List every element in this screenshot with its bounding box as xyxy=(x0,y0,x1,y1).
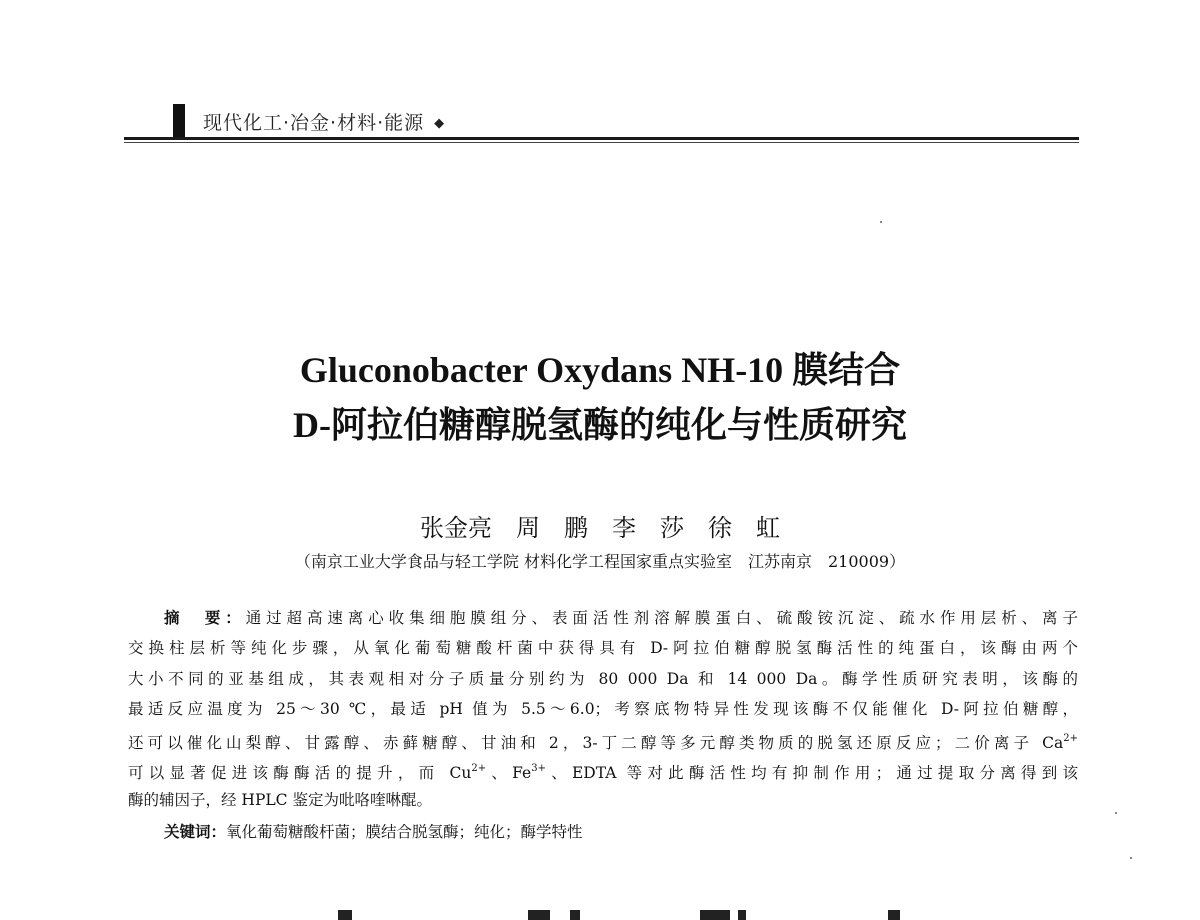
paper-title-line-2: D-阿拉伯糖醇脱氢酶的纯化与性质研究 xyxy=(293,405,907,445)
section-title: 现代化工·冶金·材料·能源 xyxy=(203,112,425,134)
abstract xyxy=(128,603,1078,815)
text-fragment xyxy=(528,910,550,920)
author-list: 张金亮 周 鹏 李 莎 徐 虹 xyxy=(420,514,780,542)
text-fragment xyxy=(738,910,746,920)
keywords xyxy=(164,820,583,842)
header-bar xyxy=(173,104,185,140)
abstract-line: 交换柱层析等纯化步骤，从氧化葡萄糖酸杆菌中获得具有 D-阿拉伯糖醇脱氢酶活性的纯蛋白，该酶由两个 xyxy=(128,639,1078,658)
header-rule-thin xyxy=(124,142,1079,143)
abstract-line: 摘 要：通过超高速离心收集细胞膜组分、表面活性剂溶解膜蛋白、硫酸铵沉淀、疏水作用层析、离子 xyxy=(164,609,1078,627)
keywords-label: 关键词： xyxy=(164,823,227,841)
abstract-line: 大小不同的亚基组成，其表观相对分子质量分别约为 80 000 Da 和 14 000 Da。酶学性质研究表明，该酶的 xyxy=(128,669,1078,688)
paper-title-line-1: Gluconobacter Oxydans NH-10 膜结合 xyxy=(299,350,901,390)
keywords-text: 氧化葡萄糖酸杆菌；膜结合脱氢酶；纯化；酶学特性 xyxy=(226,823,583,841)
text-fragment xyxy=(700,910,730,920)
abstract-line: 酶的辅因子，经 HPLC 鉴定为吡咯喹啉醌。 xyxy=(128,790,432,809)
diamond-icon: ◆ xyxy=(434,116,446,131)
text-fragment xyxy=(570,910,580,920)
text-fragment xyxy=(888,910,900,920)
abstract-line: 最适反应温度为 25～30 ℃，最适 pH 值为 5.5～6.0；考察底物特异性发现该酶不仅能催化 D-阿拉伯糖醇， xyxy=(128,699,1078,718)
abstract-line: 还可以催化山梨醇、甘露醇、赤藓糖醇、甘油和 2，3-丁二醇等多元醇类物质的脱氢还原反应；二价离子 $Ca^{2+}$ xyxy=(128,733,1078,753)
cut-off-next-line xyxy=(0,904,1200,920)
abstract-label: 摘 要： xyxy=(164,609,246,627)
scan-speck xyxy=(1115,812,1117,814)
abstract-line: 可以显著促进该酶酶活的提升，而 $Cu^{2+}$、$Fe^{3+}$、EDTA 等对此酶活性均有抑制作用；通过提取分离得到该 xyxy=(128,763,1078,783)
text-fragment xyxy=(338,910,352,920)
affiliation: （南京工业大学食品与轻工学院 材料化学工程国家重点实验室 江苏南京 210009） xyxy=(294,552,906,571)
scan-speck xyxy=(880,221,882,223)
header-rule-thick xyxy=(124,137,1079,140)
running-header xyxy=(203,108,445,135)
scan-speck xyxy=(1130,857,1132,859)
